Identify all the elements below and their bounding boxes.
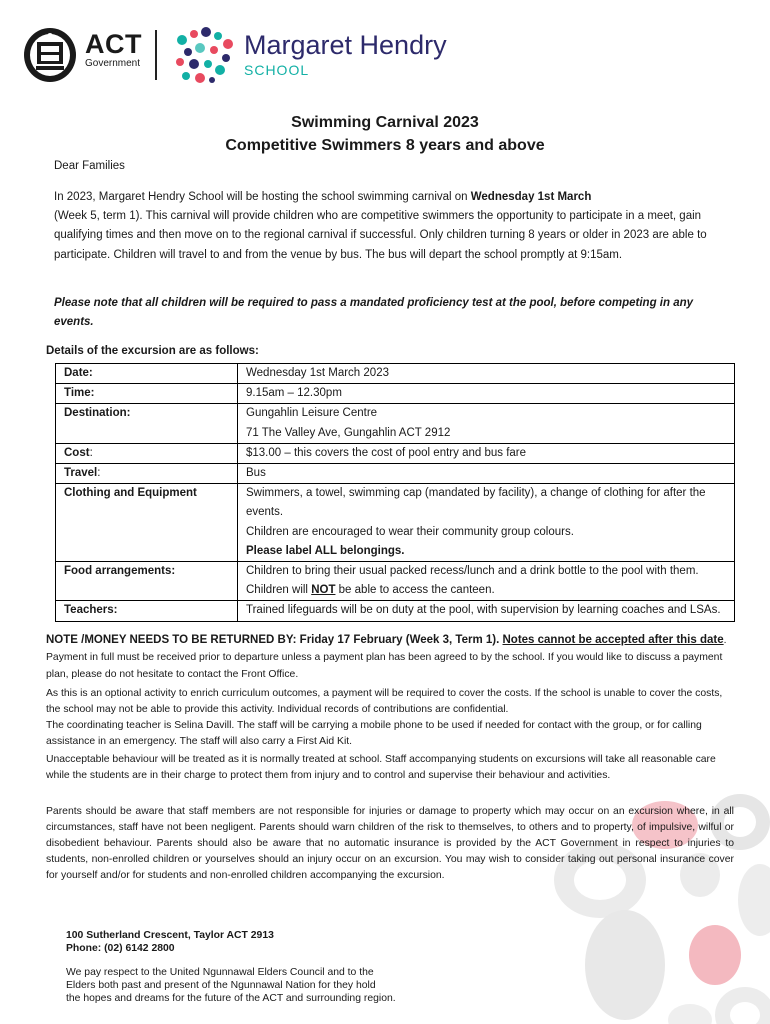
- clothing-label: Clothing and Equipment: [56, 484, 238, 562]
- page-subtitle: Competitive Swimmers 8 years and above: [225, 137, 545, 154]
- money-no-late: Notes cannot be accepted after this date: [502, 634, 724, 646]
- school-name: Margaret Hendry: [244, 30, 447, 60]
- letterhead: [22, 24, 762, 86]
- food-label: Food arrangements:: [56, 562, 238, 601]
- destination-venue: Gungahlin Leisure Centre: [246, 407, 378, 420]
- coordinator-note: The coordinating teacher is Selina Davill. The staff will be carrying a mobile phone to be used if needed for contact with the group, or for calling assistance in an emergency. The staff will also carry a First Aid Kit.: [46, 720, 702, 747]
- date-value: Wednesday 1st March 2023: [238, 364, 735, 384]
- table-row: [56, 464, 735, 484]
- liability-note: Parents should be aware that staff members are not responsible for injuries or damage to property which may occur on an excursion where, in all circumstances, staff have not been negligent. Parents should warn children of the risk to themselves, to others and to property, of impulsive, wilful or disobedient behaviour. Parents should also be aware that no automatic insurance is provided by the ACT Government in respect to injuries to students, non-enrolled children or yourselves should an injury occur on an excursion. You may wish to consider taking out personal insurance cover for yourself and/or for students and non-enrolled children accompanying the excursion.: [46, 806, 734, 881]
- cost-value: $13.00 – this covers the cost of pool entry and bus fare: [238, 443, 735, 463]
- food-not: NOT: [311, 584, 336, 597]
- travel-value: Bus: [238, 464, 735, 484]
- time-value: 9.15am – 12.30pm: [238, 384, 735, 404]
- excursion-details-table: [55, 363, 735, 622]
- greeting: Dear Families: [54, 160, 125, 172]
- school-word: SCHOOL: [244, 62, 310, 78]
- act-crest-icon: [22, 26, 78, 84]
- details-heading: Details of the excursion are as follows:: [46, 345, 259, 357]
- table-row: [56, 384, 735, 404]
- travel-label-cell: Travel:: [56, 464, 238, 484]
- money-payment-text: . Payment in full must be received prior to departure unless a payment plan has been agreed to by the school. If you would like to discuss a payment plan, please do not hesitate to contact the Front Office.: [46, 635, 727, 680]
- date-label: Date:: [56, 364, 238, 384]
- behaviour-note: Unacceptable behaviour will be treated as it is normally treated at school. Staff accompanying students on excursions will take all reasonable care while the students are in their charge to protect them from injury and to control and supervise their behaviour and activities.: [46, 754, 716, 781]
- school-logo-icon: [174, 26, 238, 86]
- travel-label: Travel: [64, 467, 98, 480]
- clothing-colours: Children are encouraged to wear their community group colours.: [246, 525, 574, 538]
- acknowledgement-line-2: Elders both past and present of the Ngunnawal Nation for they hold: [66, 980, 376, 991]
- clothing-value: [238, 484, 735, 562]
- food-text-end: be able to access the canteen.: [335, 584, 495, 597]
- clothing-label-note: Please label ALL belongings.: [246, 544, 405, 557]
- time-label: Time:: [56, 384, 238, 404]
- food-value: [238, 562, 735, 601]
- acknowledgement-line-1: We pay respect to the United Ngunnawal Elders Council and to the: [66, 967, 374, 978]
- food-text-start: Children to bring their usual packed recess/lunch and a drink bottle to the pool with them. Children will: [246, 565, 699, 597]
- table-row: [56, 404, 735, 443]
- destination-label: Destination:: [56, 404, 238, 443]
- table-row: [56, 364, 735, 384]
- teachers-value: Trained lifeguards will be on duty at the pool, with supervision by learning coaches and LSAs.: [238, 601, 735, 621]
- intro-text-rest: (Week 5, term 1). This carnival will provide children who are competitive swimmers the opportunity to participate in a meet, gain qualifying times and then move on to the regional carnival if successful. Only children turning 8 years or older in 2023 are able to participate. Children will travel to and from the venue by bus. The bus will depart the school promptly at 9:15am.: [54, 210, 707, 261]
- act-wordmark: [85, 30, 142, 70]
- destination-address: 71 The Valley Ave, Gungahlin ACT 2912: [246, 426, 451, 439]
- act-title: ACT: [85, 29, 142, 59]
- teachers-label: Teachers:: [56, 601, 238, 621]
- act-subtitle: Government: [85, 58, 141, 69]
- table-row: [56, 443, 735, 463]
- money-note: [46, 632, 734, 683]
- optional-activity-note: As this is an optional activity to enrich curriculum outcomes, a payment will be required to cover the costs. If the school is unable to cover the costs, the school may not be able to provide this activity. Individual records of contributions are confidential.: [46, 688, 723, 715]
- table-row: [56, 601, 735, 621]
- school-phone: Phone: (02) 6142 2800: [66, 943, 175, 954]
- page-title: Swimming Carnival 2023: [291, 114, 479, 131]
- school-address: 100 Sutherland Crescent, Taylor ACT 2913: [66, 930, 274, 941]
- acknowledgement-line-3: the hopes and dreams for the future of the ACT and surrounding region.: [66, 993, 396, 1004]
- destination-value: [238, 404, 735, 443]
- intro-paragraph: [54, 188, 734, 265]
- table-row: [56, 562, 735, 601]
- money-deadline: NOTE /MONEY NEEDS TO BE RETURNED BY: Friday 17 February (Week 3, Term 1).: [46, 634, 503, 646]
- proficiency-note: Please note that all children will be required to pass a mandated proficiency test at the pool, before competing in any events.: [54, 297, 694, 329]
- header-divider: [155, 30, 157, 80]
- intro-text-start: In 2023, Margaret Hendry School will be hosting the school swimming carnival on: [54, 191, 471, 203]
- cost-label-cell: Cost:: [56, 443, 238, 463]
- table-row: [56, 484, 735, 562]
- clothing-items: Swimmers, a towel, swimming cap (mandated by facility), a change of clothing for after the events.: [246, 487, 706, 519]
- cost-label: Cost: [64, 446, 90, 459]
- intro-date: Wednesday 1st March: [470, 191, 592, 203]
